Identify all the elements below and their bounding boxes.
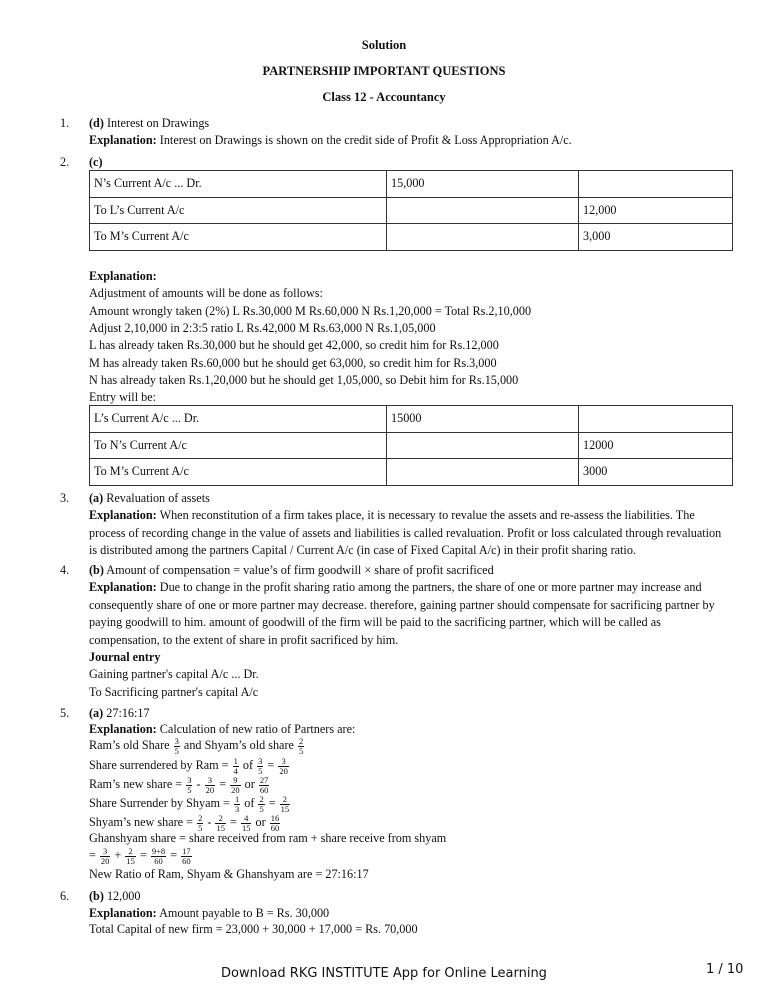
fraction: $\frac{17}{60}$ bbox=[182, 846, 191, 866]
q5-answer: (a) 27:16:17 bbox=[89, 706, 150, 720]
fraction: $\frac{27}{60}$ bbox=[259, 775, 269, 795]
q1-explanation: Explanation: Interest on Drawings is shown on the credit side of Profit & Loss Appropriation A/c. bbox=[89, 133, 572, 147]
class-line: Class 12 - Accountancy bbox=[322, 90, 446, 104]
q3-number: 3. bbox=[60, 491, 70, 505]
fraction: $\frac{1}{4}$ bbox=[233, 756, 238, 776]
table-row: L’s Current A/c ... Dr. 15000 bbox=[90, 406, 733, 433]
q2-exp-line: M has already taken Rs.60,000 but he should get 63,000, so credit him for Rs.3,000 bbox=[89, 356, 497, 370]
q2-journal-table bbox=[89, 170, 733, 251]
doc-subtitle: PARTNERSHIP IMPORTANT QUESTIONS bbox=[262, 64, 506, 78]
q5-explanation: Explanation: Calculation of new ratio of Partners are: bbox=[89, 722, 356, 736]
footer-download-text: Download RKG INSTITUTE App for Online Learning bbox=[221, 966, 547, 981]
fraction: $\frac{2}{5}$ bbox=[198, 813, 203, 833]
q4-explanation: Explanation: Due to change in the profit sharing ratio among the partners, the share of one or more partner may increase and consequently share of one or more partner may decrease. therefore, gaining partner should compensate for sacrificing partner by paying goodwill to him. amount of goodwill of the firm will be paid to the sacrificing partner, which will be called as compensation, to the extent of share in profit sacrificed by him. bbox=[89, 580, 715, 647]
fraction: $\frac{2}{5}$ bbox=[298, 736, 304, 756]
q5-math-line: Ram’s old Share $\frac{3}{5}$ and Shyam’s old share $\frac{2}{5}$ bbox=[89, 736, 304, 756]
q4-answer: (b) Amount of compensation = value’s of firm goodwill × share of profit sacrificed bbox=[89, 563, 494, 577]
q5-math-line: Share surrendered by Ram = $\frac{1}{4}$ of $\frac{3}{5}$ = $\frac{3}{20}$ bbox=[89, 756, 288, 776]
q6-capital-line: Total Capital of new firm = 23,000 + 30,000 + 17,000 = Rs. 70,000 bbox=[89, 922, 418, 936]
q1-number: 1. bbox=[60, 116, 70, 130]
fraction: $\frac{3}{5}$ bbox=[258, 756, 263, 776]
q1-answer: (d) Interest on Drawings bbox=[89, 116, 210, 130]
q2-exp-line: L has already taken Rs.30,000 but he should get 42,000, so credit him for Rs.12,000 bbox=[89, 338, 499, 352]
q5-new-ratio: New Ratio of Ram, Shyam & Ghanshyam are = 27:16:17 bbox=[89, 867, 369, 881]
q6-number: 6. bbox=[60, 889, 70, 903]
q2-exp-line: Entry will be: bbox=[89, 390, 157, 404]
q5-math-line: = $\frac{3}{20}$ + $\frac{2}{15}$ = $\frac{9+8}{60}$ = $\frac{17}{60}$ bbox=[89, 846, 191, 866]
fraction: $\frac{16}{60}$ bbox=[270, 813, 280, 833]
fraction: $\frac{2}{15}$ bbox=[280, 794, 290, 814]
q4-journal-line: To Sacrificing partner's capital A/c bbox=[89, 685, 259, 699]
q6-explanation: Explanation: Amount payable to B = Rs. 30,000 bbox=[89, 906, 330, 920]
table-row: To N’s Current A/c 12000 bbox=[90, 432, 733, 459]
q6-answer: (b) 12,000 bbox=[89, 889, 141, 903]
fraction: $\frac{3}{5}$ bbox=[187, 775, 192, 795]
q2-exp-line: Adjustment of amounts will be done as follows: bbox=[89, 286, 323, 300]
table-row: To L’s Current A/c 12,000 bbox=[90, 197, 733, 224]
page-number: 1 / 10 bbox=[706, 962, 744, 977]
q4-number: 4. bbox=[60, 563, 70, 577]
q2-answer: (c) bbox=[89, 155, 103, 169]
table-row: To M’s Current A/c 3,000 bbox=[90, 224, 733, 251]
fraction: $\frac{3}{20}$ bbox=[205, 775, 215, 795]
fraction: $\frac{3}{20}$ bbox=[279, 756, 288, 776]
q5-ghanshyam-line: Ghanshyam share = share received from ram + share receive from shyam bbox=[89, 831, 447, 845]
q2-entry-table bbox=[89, 405, 733, 486]
table-row: N’s Current A/c ... Dr. 15,000 bbox=[90, 171, 733, 198]
q5-math-line: Ram’s new share = $\frac{3}{5}$ - $\frac{3}{20}$ = $\frac{9}{20}$ or $\frac{27}{60}$ bbox=[89, 775, 269, 795]
fraction: $\frac{1}{3}$ bbox=[234, 794, 240, 814]
q2-number: 2. bbox=[60, 155, 70, 169]
fraction: $\frac{3}{5}$ bbox=[174, 736, 179, 756]
doc-title: Solution bbox=[361, 38, 407, 52]
q5-number: 5. bbox=[60, 706, 70, 720]
q4-journal-label: Journal entry bbox=[89, 650, 161, 664]
q5-math-line: Share Surrender by Shyam = $\frac{1}{3}$ of $\frac{2}{5}$ = $\frac{2}{15}$ bbox=[89, 794, 290, 814]
q2-exp-line: Adjust 2,10,000 in 2:3:5 ratio L Rs.42,000 M Rs.63,000 N Rs.1,05,000 bbox=[89, 321, 436, 335]
q2-explanation-label: Explanation: bbox=[89, 269, 157, 283]
fraction: $\frac{9}{20}$ bbox=[231, 775, 240, 795]
fraction: $\frac{2}{5}$ bbox=[259, 794, 264, 814]
q4-journal-line: Gaining partner's capital A/c ... Dr. bbox=[89, 667, 259, 681]
table-row: To M’s Current A/c 3000 bbox=[90, 459, 733, 486]
q3-explanation: Explanation: When reconstitution of a firm takes place, it is necessary to revalue the assets and re-assess the liabilities. The process of recording change in the value of assets and liabilities is called revaluation. Profit or loss calculated through revaluation is distributed among the partners Capital / Current A/c (in case of Fixed Capital A/c) in their profit sharing ratio. bbox=[89, 508, 722, 557]
q2-exp-line: Amount wrongly taken (2%) L Rs.30,000 M Rs.60,000 N Rs.1,20,000 = Total Rs.2,10,000 bbox=[89, 304, 532, 318]
fraction: $\frac{9+8}{60}$ bbox=[151, 846, 166, 866]
fraction: $\frac{3}{20}$ bbox=[100, 846, 110, 866]
q3-answer: (a) Revaluation of assets bbox=[89, 491, 210, 505]
fraction: $\frac{2}{15}$ bbox=[216, 813, 225, 833]
fraction: $\frac{4}{15}$ bbox=[241, 813, 251, 833]
fraction: $\frac{2}{15}$ bbox=[126, 846, 135, 866]
q2-exp-line: N has already taken Rs.1,20,000 but he should get 1,05,000, so Debit him for Rs.15,000 bbox=[89, 373, 519, 387]
q5-math-line: Shyam’s new share = $\frac{2}{5}$ - $\frac{2}{15}$ = $\frac{4}{15}$ or $\frac{16}{60}$ bbox=[89, 813, 280, 833]
